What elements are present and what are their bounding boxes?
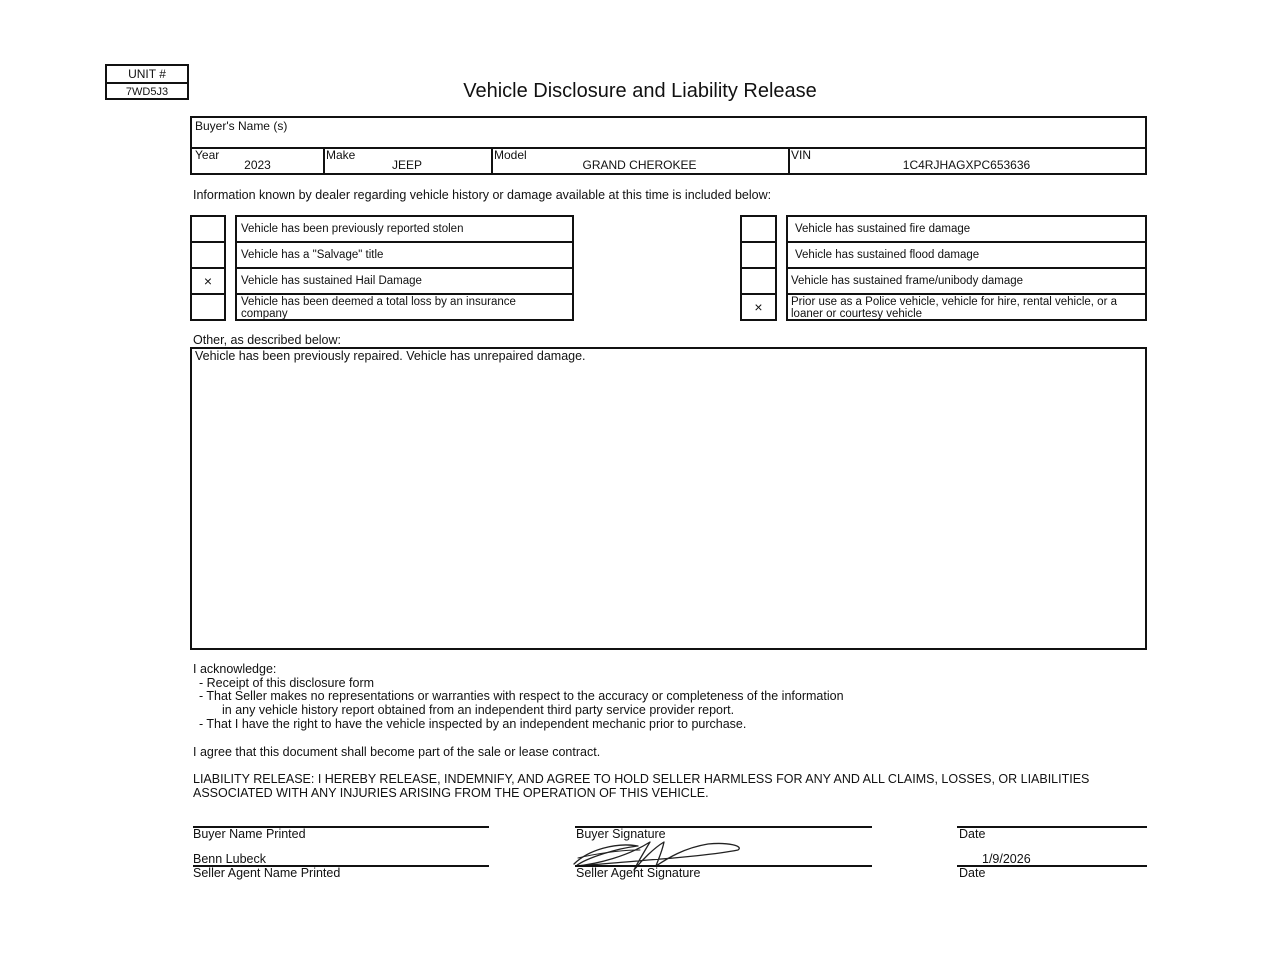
right-checkbox-column <box>740 215 777 321</box>
check-mark <box>192 295 224 321</box>
acknowledge-item: - That Seller makes no representations or warranties with respect to the accuracy or completeness of the information <box>199 689 844 704</box>
liability-release-text: LIABILITY RELEASE: I HEREBY RELEASE, INDEMNIFY, AND AGREE TO HOLD SELLER HARMLESS FOR ANY AND ALL CLAIMS, LOSSES, OR LIABILITIES ASSOCIATED WITH ANY INJURIES ARISING FROM THE OPERATION OF THIS VEHICLE. <box>193 772 1090 800</box>
check-mark: × <box>754 299 763 315</box>
make-label: Make <box>326 148 356 162</box>
intro-text: Information known by dealer regarding vehicle history or damage available at this time is included below: <box>193 188 772 202</box>
model-label: Model <box>494 148 527 162</box>
unit-box <box>105 64 189 100</box>
check-mark <box>192 243 224 267</box>
year-label: Year <box>195 148 220 162</box>
seller-agent-signature-label: Seller Agent Signature <box>576 866 701 880</box>
buyer-date-label: Date <box>959 827 986 841</box>
buyer-name-row[interactable] <box>192 118 1145 149</box>
seller-date-label: Date <box>959 866 986 880</box>
check-label-stolen: Vehicle has been previously reported stolen <box>241 223 464 235</box>
checkbox-hail[interactable] <box>192 269 224 295</box>
year-cell[interactable] <box>192 147 325 173</box>
acknowledge-item: - Receipt of this disclosure form <box>199 675 375 690</box>
buyer-name-printed-label: Buyer Name Printed <box>193 827 306 841</box>
right-check-text-column <box>786 215 1147 321</box>
unit-value: 7WD5J3 <box>125 86 169 98</box>
vin-label: VIN <box>791 148 812 162</box>
check-label-police-rental: Prior use as a Police vehicle, vehicle for hire, rental vehicle, or a loaner or courtesy vehicle <box>791 296 1117 320</box>
acknowledge-section <box>193 663 844 732</box>
check-label-frame: Vehicle has sustained frame/unibody damage <box>791 275 1024 287</box>
checkbox-flood[interactable] <box>742 243 775 269</box>
check-label-salvage: Vehicle has a "Salvage" title <box>241 249 384 261</box>
checkbox-frame[interactable] <box>742 269 775 295</box>
model-cell[interactable] <box>491 147 790 173</box>
checkbox-total-loss[interactable] <box>192 295 224 321</box>
model-value: GRAND CHEROKEE <box>582 158 697 172</box>
unit-label: UNIT # <box>107 67 187 84</box>
check-mark <box>742 269 775 293</box>
left-checkbox-column <box>190 215 226 321</box>
make-value: JEEP <box>391 158 422 172</box>
buyer-vehicle-box <box>190 116 1147 175</box>
other-description-box[interactable] <box>190 347 1147 650</box>
page-title: Vehicle Disclosure and Liability Release <box>463 80 817 102</box>
buyer-date-line <box>957 826 1147 828</box>
seller-date-line <box>957 865 1147 867</box>
agreement-text: I agree that this document shall become part of the sale or lease contract. <box>193 745 601 759</box>
check-label-fire: Vehicle has sustained fire damage <box>795 223 971 235</box>
check-label-flood: Vehicle has sustained flood damage <box>795 249 980 261</box>
seller-date-value[interactable]: 1/9/2026 <box>982 852 1031 866</box>
checkbox-fire[interactable] <box>742 217 775 243</box>
vin-value: 1C4RJHAGXPC653636 <box>902 158 1031 172</box>
seller-agent-name-printed-label: Seller Agent Name Printed <box>193 866 341 880</box>
acknowledge-item-continued: in any vehicle history report obtained from an independent third party service provider report. <box>222 703 735 718</box>
check-mark: × <box>203 273 213 289</box>
checkbox-stolen[interactable] <box>192 217 224 243</box>
checkbox-salvage[interactable] <box>192 243 224 269</box>
check-mark <box>192 217 224 241</box>
check-mark <box>742 243 775 267</box>
check-mark <box>742 217 775 241</box>
year-value: 2023 <box>244 158 271 172</box>
seller-agent-name-value[interactable]: Benn Lubeck <box>193 852 266 866</box>
make-cell[interactable] <box>323 147 493 173</box>
buyer-name-label: Buyer's Name (s) <box>195 119 288 133</box>
acknowledge-item: - That I have the right to have the vehicle inspected by an independent mechanic prior to purchase. <box>199 716 747 731</box>
other-description-text: Vehicle has been previously repaired. Vehicle has unrepaired damage. <box>195 349 586 363</box>
vin-cell[interactable] <box>788 147 1145 173</box>
checkbox-police-rental[interactable] <box>742 295 775 321</box>
buyer-signature-label: Buyer Signature <box>576 827 666 841</box>
other-label: Other, as described below: <box>193 333 341 347</box>
left-check-text-column <box>235 215 574 321</box>
check-label-hail: Vehicle has sustained Hail Damage <box>241 275 422 287</box>
check-label-total-loss: Vehicle has been deemed a total loss by an insurance company <box>241 296 516 320</box>
acknowledge-heading: I acknowledge: <box>193 662 277 676</box>
